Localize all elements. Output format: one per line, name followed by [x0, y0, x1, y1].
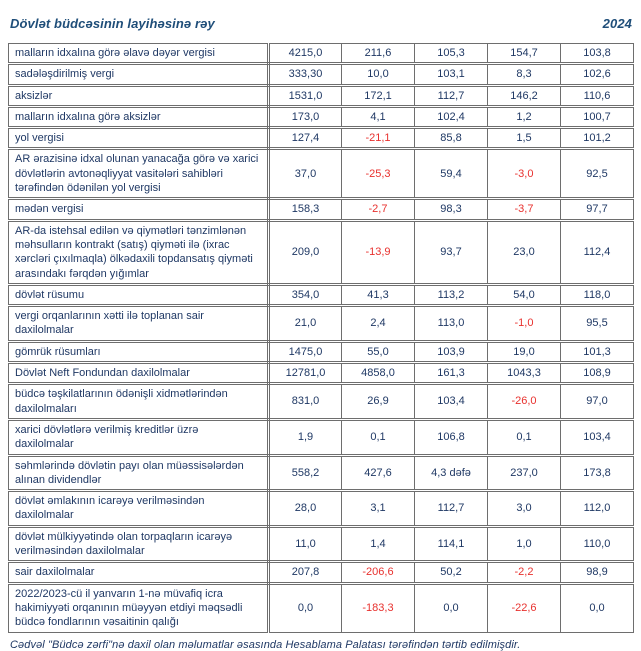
row-value: 1043,3 [488, 363, 561, 384]
row-value: 19,0 [488, 341, 561, 362]
table-row [9, 583, 634, 632]
source-note: Cədvəl "Büdcə zərfi"nə daxil olan məlumatlar əsasında Hesablama Palatası tərəfindən tərtib edilmişdir. [10, 638, 521, 651]
row-value: 146,2 [488, 85, 561, 106]
row-value: 105,3 [415, 44, 488, 64]
row-value: 209,0 [269, 220, 342, 284]
row-value: 97,0 [561, 384, 634, 420]
row-value: 54,0 [488, 284, 561, 305]
table-row [9, 128, 634, 149]
row-value: 354,0 [269, 284, 342, 305]
row-value: -3,0 [488, 149, 561, 199]
row-value: 112,4 [561, 220, 634, 284]
row-value: 103,9 [415, 341, 488, 362]
row-value: 0,1 [488, 419, 561, 455]
page-title: Dövlət büdcəsinin layihəsinə rəy [10, 16, 215, 31]
row-label: malların idxalına görə aksizlər [9, 106, 269, 127]
row-value: 118,0 [561, 284, 634, 305]
row-value: 237,0 [488, 455, 561, 491]
row-label: səhmlərində dövlətin payı olan müəssisələrdən alınan dividendlər [9, 455, 269, 491]
table-row [9, 384, 634, 420]
table-row [9, 491, 634, 527]
row-value: 427,6 [342, 455, 415, 491]
row-value: 3,1 [342, 491, 415, 527]
row-value: 154,7 [488, 44, 561, 64]
row-label: dövlət mülkiyyətində olan torpaqların icarəyə verilməsindən daxilolmalar [9, 526, 269, 562]
table-row [9, 419, 634, 455]
year-label: 2024 [602, 16, 632, 31]
row-value: 0,1 [342, 419, 415, 455]
row-value: 161,3 [415, 363, 488, 384]
row-value: 98,3 [415, 199, 488, 220]
table-row [9, 85, 634, 106]
row-value: 172,1 [342, 85, 415, 106]
row-label: 2022/2023-cü il yanvarın 1-nə müvafiq icra hakimiyyəti orqanının müəyyən etdiyi məqsədli büdcə fondlarının vəsaitinin qalığı [9, 583, 269, 632]
row-value: 4,3 dəfə [415, 455, 488, 491]
table-row [9, 149, 634, 199]
row-value: 106,8 [415, 419, 488, 455]
row-value: 103,4 [561, 419, 634, 455]
row-value: 113,2 [415, 284, 488, 305]
row-value: 333,30 [269, 64, 342, 85]
row-value: 211,6 [342, 44, 415, 64]
table-row [9, 220, 634, 284]
row-value: 108,9 [561, 363, 634, 384]
table-row [9, 106, 634, 127]
row-label: malların idxalına görə əlavə dəyər vergisi [9, 44, 269, 64]
row-value: 95,5 [561, 306, 634, 342]
row-value: 55,0 [342, 341, 415, 362]
row-value: 97,7 [561, 199, 634, 220]
row-value: 1,2 [488, 106, 561, 127]
row-value: 10,0 [342, 64, 415, 85]
row-value: 11,0 [269, 526, 342, 562]
row-value: 100,7 [561, 106, 634, 127]
row-value: 103,8 [561, 44, 634, 64]
table-row [9, 284, 634, 305]
row-value: 4215,0 [269, 44, 342, 64]
document-header [8, 10, 634, 33]
row-value: 173,0 [269, 106, 342, 127]
row-label: AR ərazisinə idxal olunan yanacağa görə və xarici dövlətlərin avtonəqliyyat vasitələri sahibləri tərəfindən ödənilən yol vergisi [9, 149, 269, 199]
row-value: -22,6 [488, 583, 561, 632]
row-value: 28,0 [269, 491, 342, 527]
table-row [9, 341, 634, 362]
table-row [9, 526, 634, 562]
row-value: 21,0 [269, 306, 342, 342]
table-row [9, 455, 634, 491]
row-value: 3,0 [488, 491, 561, 527]
row-value: 4858,0 [342, 363, 415, 384]
row-label: sadələşdirilmiş vergi [9, 64, 269, 85]
row-value: 85,8 [415, 128, 488, 149]
row-value: 127,4 [269, 128, 342, 149]
row-value: 93,7 [415, 220, 488, 284]
row-value: -183,3 [342, 583, 415, 632]
row-value: -21,1 [342, 128, 415, 149]
row-value: 50,2 [415, 562, 488, 583]
row-value: 41,3 [342, 284, 415, 305]
row-label: büdcə təşkilatlarının ödənişli xidmətlərindən daxilolmaları [9, 384, 269, 420]
row-label: AR-da istehsal edilən və qiymətləri tənzimlənən məhsulların kontrakt (satış) qiyməti ilə (ixrac xərcləri çıxılmaqla) ölkədaxili topdansatış qiyməti arasındakı fərqdən yığımlar [9, 220, 269, 284]
row-value: 26,9 [342, 384, 415, 420]
row-value: 102,6 [561, 64, 634, 85]
row-value: 173,8 [561, 455, 634, 491]
row-value: -25,3 [342, 149, 415, 199]
row-value: 1,0 [488, 526, 561, 562]
row-value: 1,9 [269, 419, 342, 455]
row-value: 1,5 [488, 128, 561, 149]
budget-table-body [9, 44, 634, 633]
row-value: 101,2 [561, 128, 634, 149]
row-value: 59,4 [415, 149, 488, 199]
row-value: 112,7 [415, 491, 488, 527]
row-value: -1,0 [488, 306, 561, 342]
table-row [9, 64, 634, 85]
table-row [9, 199, 634, 220]
row-value: 12781,0 [269, 363, 342, 384]
row-value: 2,4 [342, 306, 415, 342]
row-label: aksizlər [9, 85, 269, 106]
row-label: dövlət rüsumu [9, 284, 269, 305]
row-value: 102,4 [415, 106, 488, 127]
row-value: 0,0 [269, 583, 342, 632]
row-value: 112,7 [415, 85, 488, 106]
row-value: 23,0 [488, 220, 561, 284]
row-value: -2,7 [342, 199, 415, 220]
row-value: 103,4 [415, 384, 488, 420]
row-value: 103,1 [415, 64, 488, 85]
row-value: 112,0 [561, 491, 634, 527]
row-value: 0,0 [561, 583, 634, 632]
row-value: -2,2 [488, 562, 561, 583]
table-row [9, 363, 634, 384]
row-label: Dövlət Neft Fondundan daxilolmalar [9, 363, 269, 384]
table-row [9, 44, 634, 64]
row-value: 113,0 [415, 306, 488, 342]
row-value: 110,6 [561, 85, 634, 106]
row-value: 207,8 [269, 562, 342, 583]
table-row [9, 562, 634, 583]
row-value: 1,4 [342, 526, 415, 562]
row-value: 101,3 [561, 341, 634, 362]
row-value: 110,0 [561, 526, 634, 562]
row-label: sair daxilolmalar [9, 562, 269, 583]
row-value: 1475,0 [269, 341, 342, 362]
row-value: 1531,0 [269, 85, 342, 106]
row-value: 98,9 [561, 562, 634, 583]
table-row [9, 306, 634, 342]
row-value: 158,3 [269, 199, 342, 220]
row-value: 8,3 [488, 64, 561, 85]
row-value: 4,1 [342, 106, 415, 127]
row-value: 37,0 [269, 149, 342, 199]
budget-table [8, 43, 634, 633]
row-label: gömrük rüsumları [9, 341, 269, 362]
row-value: 92,5 [561, 149, 634, 199]
row-value: 114,1 [415, 526, 488, 562]
row-value: -3,7 [488, 199, 561, 220]
row-label: xarici dövlətlərə verilmiş kreditlər üzrə daxilolmalar [9, 419, 269, 455]
row-value: -13,9 [342, 220, 415, 284]
row-value: -206,6 [342, 562, 415, 583]
row-label: dövlət əmlakının icarəyə verilməsindən daxilolmalar [9, 491, 269, 527]
row-label: vergi orqanlarının xətti ilə toplanan sair daxilolmalar [9, 306, 269, 342]
row-value: 558,2 [269, 455, 342, 491]
row-label: mədən vergisi [9, 199, 269, 220]
row-label: yol vergisi [9, 128, 269, 149]
row-value: 0,0 [415, 583, 488, 632]
row-value: 831,0 [269, 384, 342, 420]
row-value: -26,0 [488, 384, 561, 420]
